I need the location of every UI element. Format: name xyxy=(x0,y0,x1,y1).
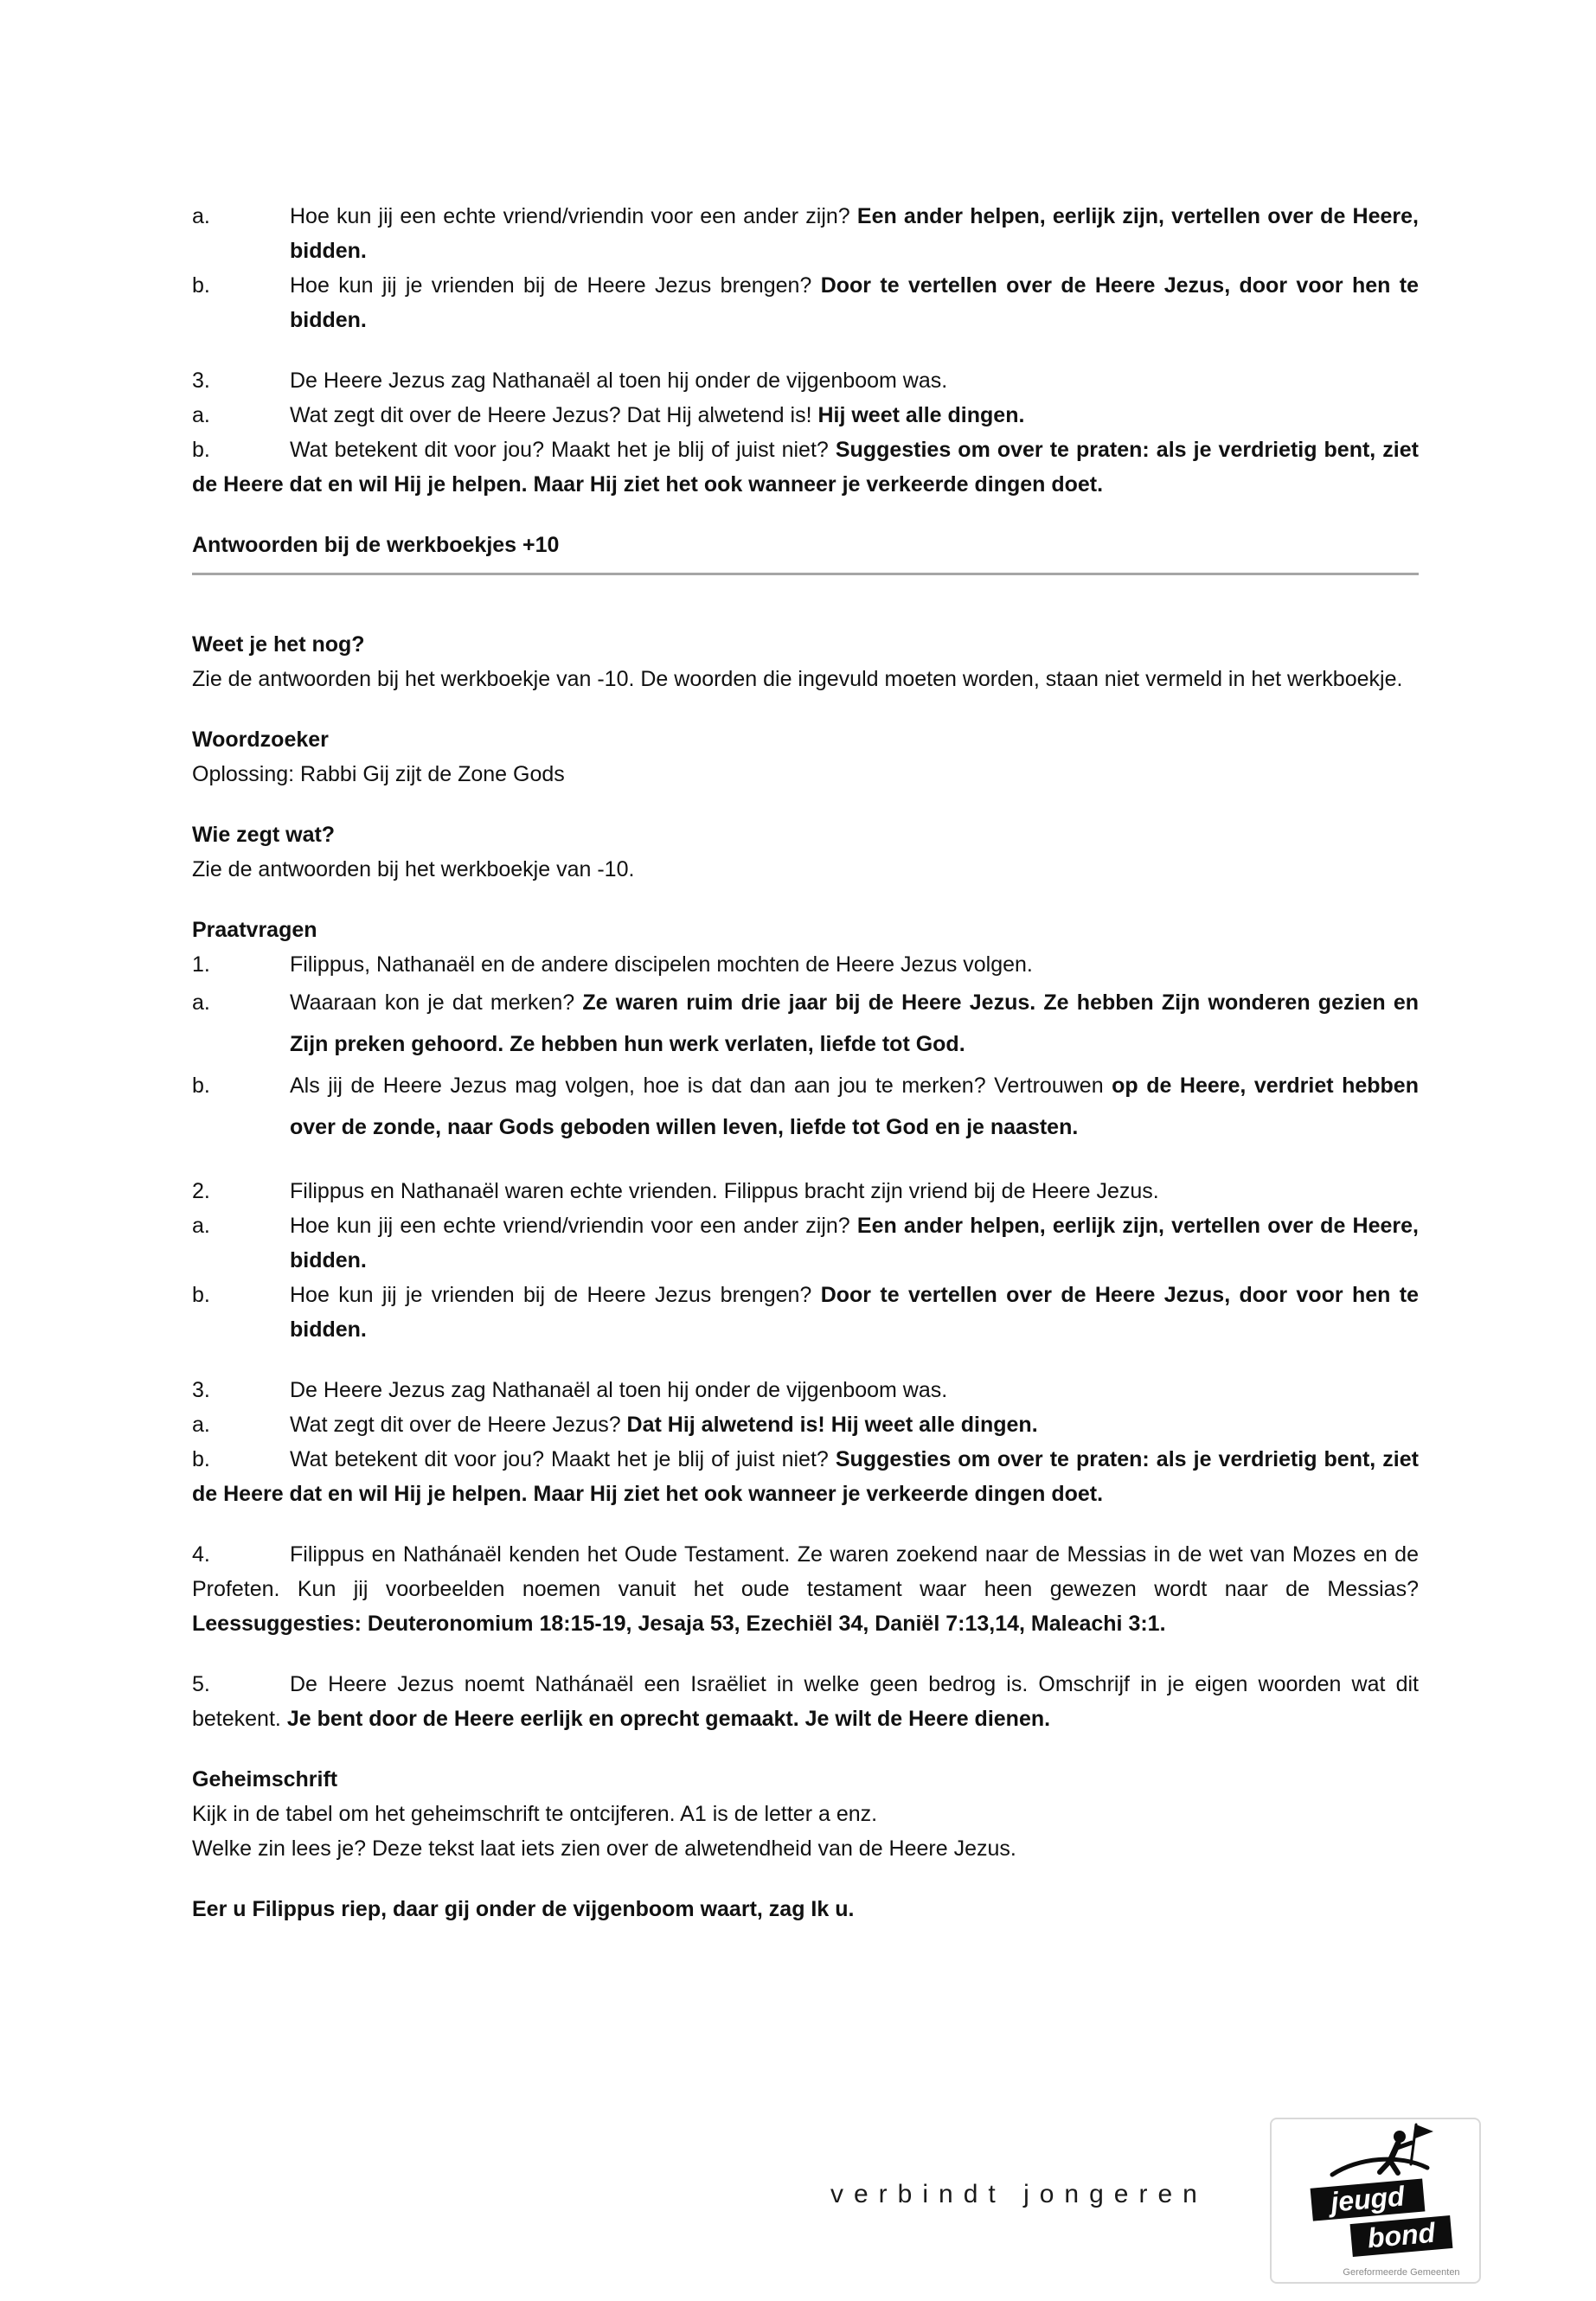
logo-text-jeugd: jeugd xyxy=(1329,2180,1406,2218)
answer-text: Leessuggesties: Deuteronomium 18:15-19, Jesaja 53, Ezechiël 34, Daniël 7:13,14, Maleachi 3:1. xyxy=(192,1612,1166,1636)
spacer xyxy=(192,575,1419,627)
section-heading: Geheimschrift xyxy=(192,1767,338,1791)
list-marker: a. xyxy=(192,1413,210,1437)
question-text: Hoe kun jij een echte vriend/vriendin voor een ander zijn? xyxy=(290,204,857,228)
list-marker: a. xyxy=(192,403,210,427)
list-body xyxy=(290,199,1419,268)
list-body xyxy=(290,1373,1419,1407)
list-marker: 4. xyxy=(192,1542,210,1567)
list-item xyxy=(192,1407,1419,1442)
list-item xyxy=(192,1065,1419,1148)
question-text: De Heere Jezus zag Nathanaël al toen hij onder de vijgenboom was. xyxy=(290,369,948,393)
list-item xyxy=(192,947,1419,982)
list-marker: b. xyxy=(192,1074,210,1098)
list-body xyxy=(290,947,1419,982)
list-item xyxy=(192,1208,1419,1278)
spacer xyxy=(192,1511,1419,1537)
answer-text: Door te vertellen over de Heere Jezus, door voor hen te bidden. xyxy=(290,1283,1419,1342)
answer-text: Een ander helpen, eerlijk zijn, vertellen over de Heere, bidden. xyxy=(290,1214,1419,1272)
list-marker: 1. xyxy=(192,952,210,977)
list-item xyxy=(192,1667,1419,1736)
list-item xyxy=(192,1442,1419,1511)
spacer xyxy=(192,1736,1419,1762)
list-item xyxy=(192,1174,1419,1208)
list-item xyxy=(192,1373,1419,1407)
list-item xyxy=(192,199,1419,268)
question-text: De Heere Jezus zag Nathanaël al toen hij onder de vijgenboom was. xyxy=(290,1378,948,1402)
paragraph xyxy=(192,852,1419,887)
question-text: Hoe kun jij je vrienden bij de Heere Jezus brengen? xyxy=(290,273,821,298)
list-body xyxy=(290,398,1419,433)
answer-text: Eer u Filippus riep, daar gij onder de vijgenboom waart, zag Ik u. xyxy=(192,1897,855,1921)
question-text: Zie de antwoorden bij het werkboekje van -10. De woorden die ingevuld moeten worden, staan niet vermeld in het werkboekje. xyxy=(192,667,1403,691)
list-body xyxy=(290,1278,1419,1347)
question-text: De Heere Jezus noemt Nathánaël een Israëliet in welke geen bedrog is. Omschrijf in je eigen woorden wat dit betekent. xyxy=(192,1672,1419,1731)
question-text: Wat betekent dit voor jou? Maakt het je blij of juist niet? xyxy=(290,1447,836,1471)
question-text: Als jij de Heere Jezus mag volgen, hoe is dat dan aan jou te merken? Vertrouwen xyxy=(290,1074,1112,1098)
spacer xyxy=(192,1641,1419,1667)
list-marker: b. xyxy=(192,1447,210,1471)
list-item xyxy=(192,982,1419,1065)
section-heading: Praatvragen xyxy=(192,918,317,942)
section-heading: Weet je het nog? xyxy=(192,632,365,657)
paragraph xyxy=(192,1892,1419,1926)
list-body xyxy=(290,982,1419,1065)
list-item xyxy=(192,268,1419,337)
list-marker: b. xyxy=(192,1283,210,1307)
spacer xyxy=(192,1347,1419,1373)
logo-band-bond xyxy=(1350,2215,1453,2257)
question-text: Oplossing: Rabbi Gij zijt de Zone Gods xyxy=(192,762,565,786)
paragraph xyxy=(192,757,1419,792)
question-text: Hoe kun jij je vrienden bij de Heere Jezus brengen? xyxy=(290,1283,821,1307)
list-marker: 3. xyxy=(192,1378,210,1402)
person-leg-shape xyxy=(1390,2161,1398,2173)
jeugdbond-logo xyxy=(1270,2118,1481,2284)
spacer xyxy=(192,792,1419,817)
answer-text: Suggesties om over te praten: als je verdrietig bent, ziet de Heere dat en wil Hij je helpen. Maar Hij ziet het ook wanneer je verkeerde dingen doet. xyxy=(192,1447,1419,1506)
section-heading: Woordzoeker xyxy=(192,727,329,752)
question-text: Wat zegt dit over de Heere Jezus? xyxy=(290,1413,627,1437)
list-marker: 5. xyxy=(192,1672,210,1696)
list-body xyxy=(290,268,1419,337)
question-text: Wat zegt dit over de Heere Jezus? Dat Hij alwetend is! xyxy=(290,403,818,427)
list-item xyxy=(192,433,1419,502)
document-content xyxy=(192,199,1419,1926)
list-item xyxy=(192,1537,1419,1641)
question-text: Kijk in de tabel om het geheimschrift te ontcijferen. A1 is de letter a enz. xyxy=(192,1802,878,1826)
list-marker: a. xyxy=(192,1214,210,1238)
question-text: Zie de antwoorden bij het werkboekje van -10. xyxy=(192,857,635,881)
list-body xyxy=(290,1174,1419,1208)
list-body xyxy=(290,1208,1419,1278)
answer-text: Dat Hij alwetend is! Hij weet alle dingen. xyxy=(626,1413,1038,1437)
list-marker: b. xyxy=(192,438,210,462)
list-item xyxy=(192,363,1419,398)
answer-text: Door te vertellen over de Heere Jezus, door voor hen te bidden. xyxy=(290,273,1419,332)
paragraph xyxy=(192,1797,1419,1831)
logo-band-jeugd xyxy=(1311,2178,1426,2221)
paragraph xyxy=(192,662,1419,696)
spacer xyxy=(192,696,1419,722)
paragraph xyxy=(192,1831,1419,1866)
question-text: Wat betekent dit voor jou? Maakt het je blij of juist niet? xyxy=(290,438,836,462)
spacer xyxy=(192,887,1419,913)
tagline-verbindt-jongeren: verbindt jongeren xyxy=(830,2180,1208,2208)
flag-icon xyxy=(1415,2125,1433,2138)
jeugdbond-logo-graphic xyxy=(1272,2119,1479,2282)
answer-text: op de Heere, verdriet hebben over de zonde, naar Gods geboden willen leven, liefde tot God en je naasten. xyxy=(290,1074,1419,1139)
answer-text: Suggesties om over te praten: als je verdrietig bent, ziet de Heere dat en wil Hij je helpen. Maar Hij ziet het ook wanneer je verkeerde dingen doet. xyxy=(192,438,1419,497)
spacer xyxy=(192,337,1419,363)
list-marker: a. xyxy=(192,204,210,228)
question-text: Hoe kun jij een echte vriend/vriendin voor een ander zijn? xyxy=(290,1214,857,1238)
list-marker: a. xyxy=(192,990,210,1015)
list-item xyxy=(192,398,1419,433)
question-text: Filippus en Nathánaël kenden het Oude Testament. Ze waren zoekend naar de Messias in de wet van Mozes en de Profeten. Kun jij voorbeelden noemen vanuit het oude testament waar heen gewezen wordt naar de Messias? xyxy=(192,1542,1419,1601)
list-item xyxy=(192,1278,1419,1347)
spacer xyxy=(192,1148,1419,1174)
list-marker: 3. xyxy=(192,369,210,393)
answer-text: Je bent door de Heere eerlijk en oprecht gemaakt. Je wilt de Heere dienen. xyxy=(286,1707,1051,1731)
section-heading: Antwoorden bij de werkboekjes +10 xyxy=(192,533,560,557)
logo-subtitle: Gereformeerde Gemeenten xyxy=(1343,2267,1460,2278)
spacer xyxy=(192,502,1419,528)
logo-text-bond: bond xyxy=(1366,2216,1437,2254)
list-body xyxy=(290,363,1419,398)
question-text: Welke zin lees je? Deze tekst laat iets zien over de alwetendheid van de Heere Jezus. xyxy=(192,1836,1016,1861)
question-text: Filippus, Nathanaël en de andere discipelen mochten de Heere Jezus volgen. xyxy=(290,952,1033,977)
spacer xyxy=(192,1866,1419,1892)
person-icon xyxy=(1394,2131,1406,2143)
answer-text: Hij weet alle dingen. xyxy=(817,403,1025,427)
list-body xyxy=(290,1065,1419,1148)
question-text: Waaraan kon je dat merken? xyxy=(290,990,583,1015)
answer-text: Ze waren ruim drie jaar bij de Heere Jezus. Ze hebben Zijn wonderen gezien en Zijn preken gehoord. Ze hebben hun werk verlaten, liefde tot God. xyxy=(290,990,1419,1056)
question-text: Filippus en Nathanaël waren echte vrienden. Filippus bracht zijn vriend bij de Heere Jezus. xyxy=(290,1179,1159,1203)
list-body xyxy=(290,1407,1419,1442)
section-heading: Wie zegt wat? xyxy=(192,823,336,847)
list-marker: 2. xyxy=(192,1179,210,1203)
answer-text: Een ander helpen, eerlijk zijn, vertellen over de Heere, bidden. xyxy=(290,204,1419,263)
list-marker: b. xyxy=(192,273,210,298)
